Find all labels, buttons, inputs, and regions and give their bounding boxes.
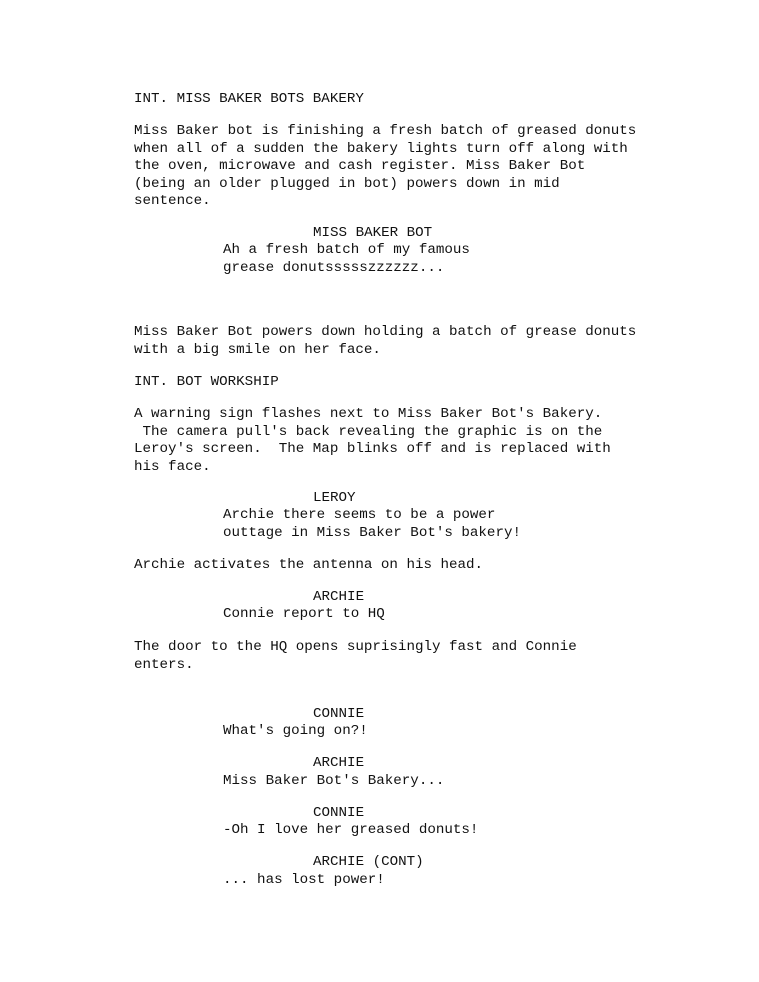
- dialogue-block: Archie there seems to be a power outtage in Miss Baker Bot's bakery!: [223, 507, 521, 541]
- character-name: ARCHIE: [313, 755, 365, 771]
- character-name: ARCHIE (CONT): [313, 854, 424, 870]
- character-name: CONNIE: [313, 706, 365, 722]
- character-name: CONNIE: [313, 805, 365, 821]
- dialogue-block: Miss Baker Bot's Bakery...: [223, 773, 445, 789]
- action-block: Archie activates the antenna on his head.: [134, 557, 484, 573]
- character-name: LEROY: [313, 490, 356, 506]
- dialogue-block: Ah a fresh batch of my famous grease donutssssszzzzzz...: [223, 242, 470, 276]
- action-block: A warning sign flashes next to Miss Baker Bot's Bakery. The camera pull's back revealing the graphic is on the Leroy's screen. The Map blinks off and is replaced with his face.: [134, 406, 611, 475]
- scene-heading: INT. MISS BAKER BOTS BAKERY: [134, 91, 364, 107]
- dialogue-block: Connie report to HQ: [223, 606, 385, 622]
- action-block: The door to the HQ opens suprisingly fast and Connie enters.: [134, 639, 577, 673]
- dialogue-block: -Oh I love her greased donuts!: [223, 822, 479, 838]
- scene-heading: INT. BOT WORKSHIP: [134, 374, 279, 390]
- dialogue-block: ... has lost power!: [223, 872, 385, 888]
- character-name: MISS BAKER BOT: [313, 225, 433, 241]
- action-block: Miss Baker bot is finishing a fresh batch of greased donuts when all of a sudden the bakery lights turn off along with the oven, microwave and cash register. Miss Baker Bot (being an older plugged in bot) powers down in mid sentence.: [134, 123, 637, 209]
- character-name: ARCHIE: [313, 589, 365, 605]
- dialogue-block: What's going on?!: [223, 723, 368, 739]
- action-block: Miss Baker Bot powers down holding a batch of grease donuts with a big smile on her face.: [134, 324, 637, 358]
